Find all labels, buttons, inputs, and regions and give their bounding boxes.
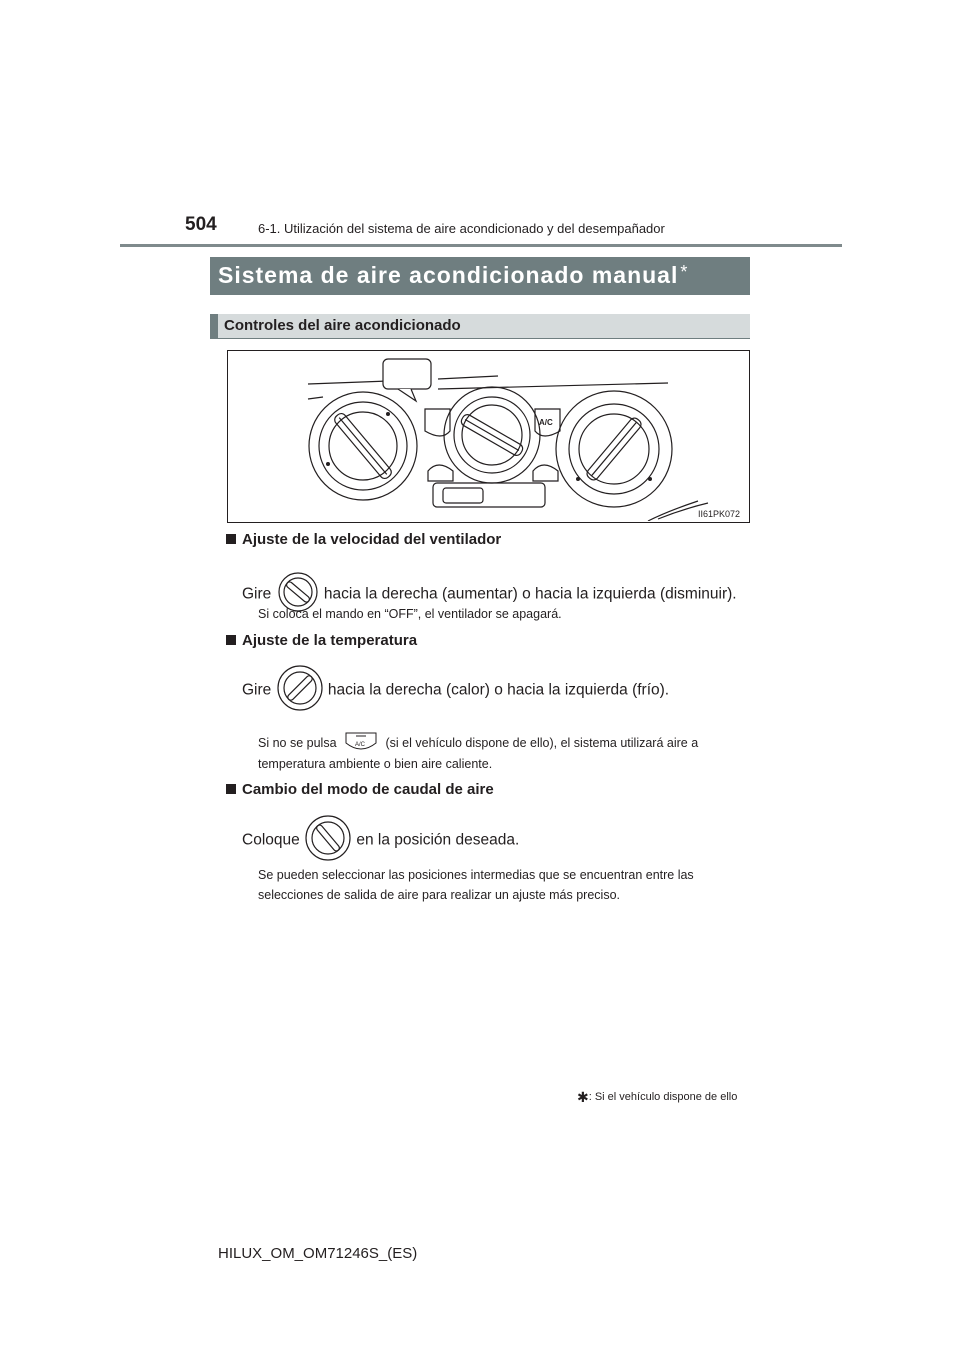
section-heading-temperature bbox=[226, 632, 417, 649]
temperature-note-line2: temperatura ambiente o bien aire caliente. bbox=[258, 757, 493, 771]
header-divider bbox=[120, 244, 842, 247]
fan-speed-note: Si coloca el mando en “OFF”, el ventilador se apagará. bbox=[258, 607, 562, 621]
subheader-title: Controles del aire acondicionado bbox=[224, 317, 461, 334]
airflow-mode-knob-icon bbox=[304, 814, 352, 867]
page-title bbox=[218, 262, 688, 289]
instruction-verb: Coloque bbox=[242, 831, 300, 849]
ac-button-icon bbox=[344, 731, 378, 756]
footnote bbox=[577, 1089, 737, 1106]
optional-equipment-star: * bbox=[680, 262, 689, 282]
figure-code: II61PK072 bbox=[698, 509, 741, 519]
document-code-footer: HILUX_OM_OM71246S_(ES) bbox=[218, 1245, 418, 1262]
temperature-knob-icon bbox=[276, 664, 324, 717]
instruction-detail: hacia la derecha (calor) o hacia la izquierda (frío). bbox=[327, 681, 670, 699]
airflow-note-line2: selecciones de salida de aire para realizar un ajuste más preciso. bbox=[258, 888, 620, 902]
instruction-verb: Gire bbox=[242, 681, 272, 699]
instruction-verb: Gire bbox=[242, 585, 272, 603]
ac-control-panel-illustration bbox=[227, 350, 750, 523]
airflow-note-line1: Se pueden seleccionar las posiciones intermedias que se encuentran entre las bbox=[258, 868, 694, 882]
airflow-instruction bbox=[242, 814, 519, 867]
temperature-instruction bbox=[242, 664, 669, 717]
footnote-star-icon: ✱ bbox=[577, 1089, 589, 1105]
control-panel-drawing bbox=[228, 351, 748, 521]
instruction-detail: hacia la derecha (aumentar) o hacia la izquierda (disminuir). bbox=[323, 585, 737, 603]
note-text: (si el vehículo dispone de ello), el sistema utilizará aire a bbox=[385, 735, 699, 750]
subheader-divider bbox=[210, 338, 750, 339]
section-heading-airflow bbox=[226, 781, 494, 798]
section-heading-text: Ajuste de la temperatura bbox=[242, 632, 418, 649]
page-number: 504 bbox=[185, 214, 217, 235]
section-header: 6-1. Utilización del sistema de aire acondicionado y del desempañador bbox=[258, 221, 665, 236]
svg-text:A/C: A/C bbox=[355, 742, 366, 748]
section-heading-fan-speed bbox=[226, 531, 501, 548]
instruction-detail: en la posición deseada. bbox=[356, 831, 520, 849]
note-text: Si no se pulsa bbox=[258, 735, 337, 750]
footnote-text: : Si el vehículo dispone de ello bbox=[588, 1091, 738, 1103]
section-heading-text: Ajuste de la velocidad del ventilador bbox=[242, 531, 502, 548]
section-heading-text: Cambio del modo de caudal de aire bbox=[242, 781, 494, 798]
temperature-note-line1 bbox=[258, 731, 698, 756]
svg-text:A/C: A/C bbox=[539, 418, 553, 427]
page-title-text: Sistema de aire acondicionado manual bbox=[218, 262, 679, 288]
